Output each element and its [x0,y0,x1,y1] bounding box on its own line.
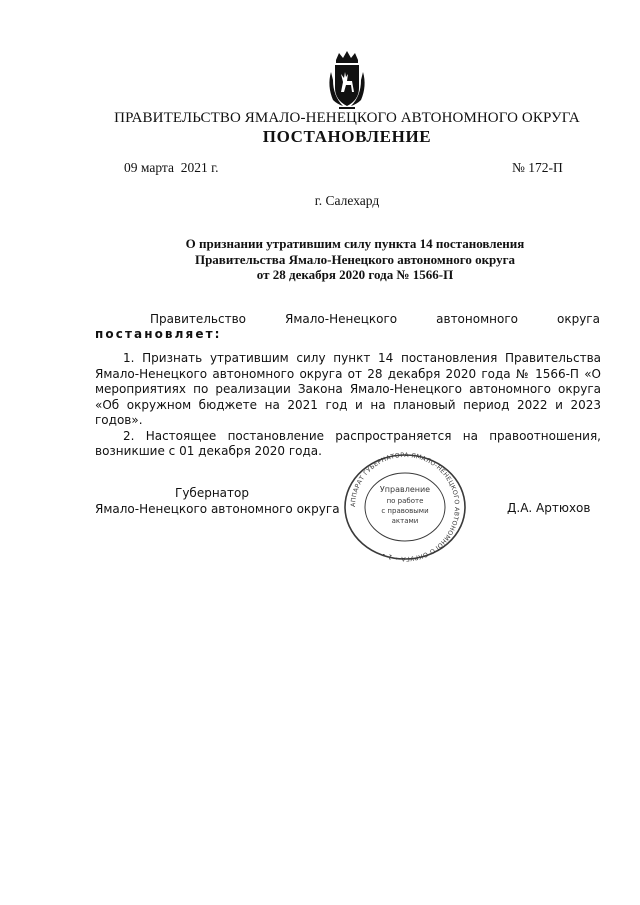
preamble-verb: постановляет: [95,327,222,341]
heading-line: от 28 декабря 2020 года № 1566-П [256,267,454,282]
signatory-name: Д.А. Артюхов [507,501,591,515]
preamble-word: Правительство [150,312,246,326]
preamble [150,312,600,328]
preamble-word: округа [557,312,600,326]
document-body [95,351,601,460]
preamble-word: Ямало-Ненецкого [285,312,398,326]
coat-of-arms-icon [323,50,371,112]
stamp-outer-text: АППАРАТ ГУБЕРНАТОРА ЯМАЛО-НЕНЕЦКОГО АВТОНОМНОГО ОКРУГА • 1 • [349,452,461,562]
signatory-position [95,486,340,517]
stamp-inner-text: Управление [379,485,431,494]
stamp-inner-text: актами [391,517,419,525]
preamble-word: автономного [436,312,518,326]
heading-line: О признании утратившим силу пункта 14 постановления [185,236,525,251]
government-title: ПРАВИТЕЛЬСТВО ЯМАЛО-НЕНЕЦКОГО АВТОНОМНОГО ОКРУГА [114,110,580,126]
document-city: г. Салехард [314,193,380,208]
document-type: ПОСТАНОВЛЕНИЕ [262,127,432,146]
stamp-inner-text: по работе [386,497,424,505]
document-number: № 172-П [512,160,563,175]
signatory-region: Ямало-Ненецкого автономного округа [95,501,340,516]
body-paragraph: 2. Настоящее постановление распространяется на правоотношения, возникшие с 01 декабря 2020 года. [95,428,601,458]
signatory-title: Губернатор [175,486,249,500]
document-date: 09 марта 2021 г. [124,160,219,175]
body-paragraph: 1. Признать утратившим силу пункт 14 постановления Правительства Ямало-Ненецкого автономного округа от 28 декабря 2020 года № 1566-П «О мероприятиях по реализации Закона Ямало-Ненецкого автономного округа «Об окружном бюджете на 2021 год и на плановый период 2022 и 2023 годов». [95,351,601,427]
document-heading [0,236,640,283]
stamp-inner-text: с правовыми [381,507,429,515]
heading-line: Правительства Ямало-Ненецкого автономного округа [194,251,516,267]
official-stamp [340,452,470,562]
